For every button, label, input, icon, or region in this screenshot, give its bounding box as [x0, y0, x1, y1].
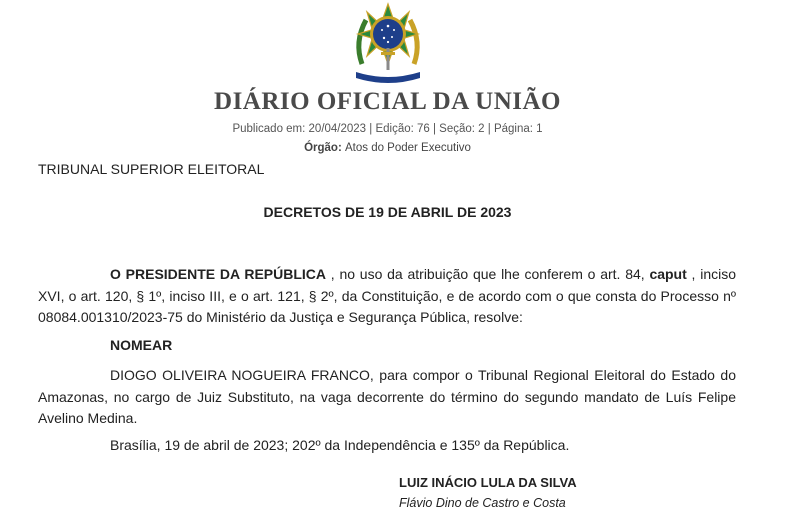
publication-meta: Publicado em: 20/04/2023 | Edição: 76 | Seção: 2 | Página: 1 — [232, 123, 543, 135]
orgao-value: Atos do Poder Executivo — [344, 142, 471, 154]
preamble-paragraph — [38, 264, 736, 329]
place-date-paragraph: Brasília, 19 de abril de 2023; 202º da Independência e 135º da República. — [110, 437, 570, 453]
signatory-name: LUIZ INÁCIO LULA DA SILVA — [399, 475, 577, 490]
organization-name: TRIBUNAL SUPERIOR ELEITORAL — [38, 161, 265, 177]
caput-label: caput — [649, 266, 687, 282]
cosignatory-name: Flávio Dino de Castro e Costa — [399, 496, 566, 510]
nomear-label: NOMEAR — [110, 337, 173, 353]
publication-title: DIÁRIO OFICIAL DA UNIÃO — [214, 88, 561, 115]
preamble-text-a: , no uso da atribuição que lhe conferem o art. 84, — [326, 266, 650, 282]
decree-heading: DECRETOS DE 19 DE ABRIL DE 2023 — [263, 204, 512, 220]
orgao-label: Órgão: — [304, 142, 342, 154]
president-label: O PRESIDENTE DA REPÚBLICA — [110, 266, 327, 282]
preamble-text-b: , inciso XVI, o art. 120, § 1º, inciso III, e o art. 121, § 2º, da Constituição, e de acordo com o que consta do Processo nº 08084.001310/2023-75 do Ministério da Justiça e Segurança Pública, resolve: — [38, 266, 736, 325]
orgao-line — [0, 142, 775, 154]
appointment-paragraph: DIOGO OLIVEIRA NOGUEIRA FRANCO, para compor o Tribunal Regional Eleitoral do Estado do Amazonas, no cargo de Juiz Substituto, na vaga decorrente do término do segundo mandato de Luís Felipe Avelino Medina. — [38, 367, 736, 426]
brazil-coat-of-arms-icon — [348, 2, 428, 84]
